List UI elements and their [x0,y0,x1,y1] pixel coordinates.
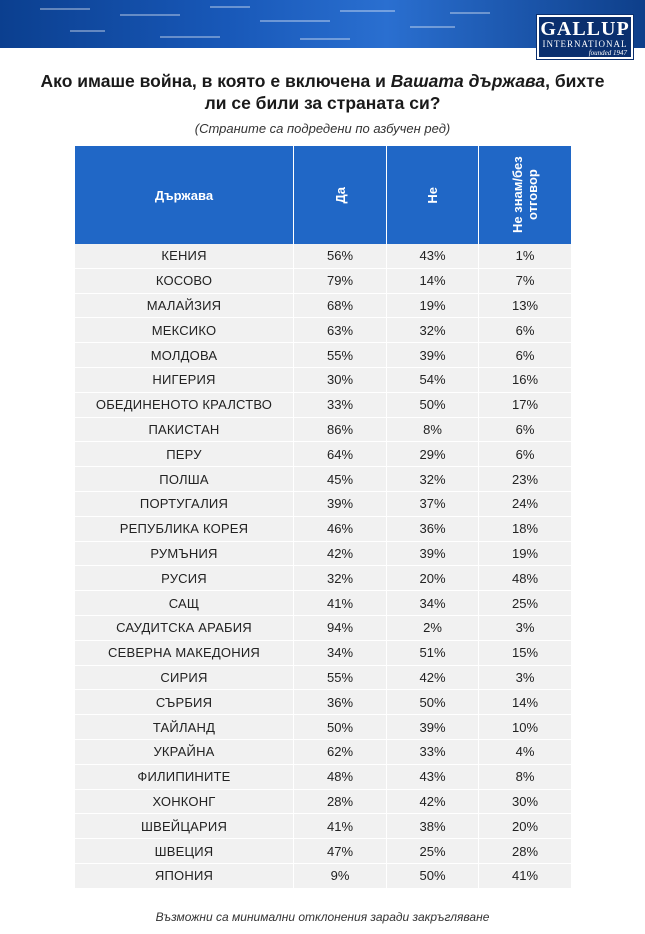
table-row [75,740,571,765]
cell-no: 25% [387,839,479,863]
table-row [75,442,571,467]
cell-dont-know: 14% [479,690,571,714]
table-row [75,591,571,616]
cell-country: ФИЛИПИНИТЕ [75,765,294,789]
cell-dont-know: 18% [479,517,571,541]
cell-dont-know: 16% [479,368,571,392]
cell-no: 33% [387,740,479,764]
cell-no: 34% [387,591,479,615]
cell-dont-know: 17% [479,393,571,417]
cell-dont-know: 8% [479,765,571,789]
cell-no: 50% [387,393,479,417]
table-row [75,616,571,641]
cell-yes: 33% [294,393,387,417]
cell-no: 20% [387,566,479,590]
cell-yes: 50% [294,715,387,739]
cell-dont-know: 20% [479,814,571,838]
cell-country: МАЛАЙЗИЯ [75,294,294,318]
table-row [75,368,571,393]
cell-no: 39% [387,343,479,367]
cell-dont-know: 13% [479,294,571,318]
header-country-label: Държава [154,187,214,203]
table-row [75,467,571,492]
cell-country: КЕНИЯ [75,244,294,268]
table-body [75,244,571,889]
cell-country: МОЛДОВА [75,343,294,367]
cell-yes: 55% [294,343,387,367]
cell-no: 37% [387,492,479,516]
cell-country: САУДИТСКА АРАБИЯ [75,616,294,640]
table-row [75,814,571,839]
cell-country: ХОНКОНГ [75,790,294,814]
table-row [75,318,571,343]
cell-no: 38% [387,814,479,838]
cell-no: 29% [387,442,479,466]
cell-no: 8% [387,418,479,442]
table-row [75,864,571,889]
cell-country: СЕВЕРНА МАКЕДОНИЯ [75,641,294,665]
table-row [75,641,571,666]
cell-no: 2% [387,616,479,640]
cell-country: ПЕРУ [75,442,294,466]
cell-country: РУМЪНИЯ [75,542,294,566]
cell-yes: 86% [294,418,387,442]
gallup-logo [537,15,633,59]
cell-yes: 64% [294,442,387,466]
logo-name: GALLUP [540,18,630,40]
cell-no: 50% [387,864,479,888]
table-row [75,715,571,740]
cell-country: НИГЕРИЯ [75,368,294,392]
cell-no: 54% [387,368,479,392]
cell-yes: 45% [294,467,387,491]
cell-yes: 56% [294,244,387,268]
cell-yes: 55% [294,666,387,690]
cell-no: 43% [387,765,479,789]
cell-no: 14% [387,269,479,293]
footnote: Възможни са минимални отклонения заради закръгляване [155,910,490,924]
cell-country: ШВЕЦИЯ [75,839,294,863]
table-row [75,566,571,591]
table-row [75,343,571,368]
table-row [75,418,571,443]
table-row [75,839,571,864]
table-row [75,517,571,542]
table-row [75,790,571,815]
cell-country: РЕПУБЛИКА КОРЕЯ [75,517,294,541]
cell-country: СИРИЯ [75,666,294,690]
cell-country: ПАКИСТАН [75,418,294,442]
cell-no: 50% [387,690,479,714]
cell-no: 19% [387,294,479,318]
table-row [75,269,571,294]
cell-country: РУСИЯ [75,566,294,590]
header-dont-know [479,146,571,244]
table-row [75,294,571,319]
cell-no: 39% [387,715,479,739]
table-row [75,542,571,567]
page-title [40,70,605,114]
cell-yes: 46% [294,517,387,541]
cell-yes: 47% [294,839,387,863]
cell-dont-know: 6% [479,318,571,342]
cell-dont-know: 41% [479,864,571,888]
cell-dont-know: 1% [479,244,571,268]
title-emphasis: Вашата държава [390,71,546,91]
logo-tagline: founded 1947 [588,49,627,57]
cell-dont-know: 15% [479,641,571,665]
cell-country: ТАЙЛАНД [75,715,294,739]
cell-yes: 94% [294,616,387,640]
cell-country: СЪРБИЯ [75,690,294,714]
cell-yes: 48% [294,765,387,789]
cell-dont-know: 28% [479,839,571,863]
cell-yes: 42% [294,542,387,566]
cell-dont-know: 48% [479,566,571,590]
cell-country: ПОЛША [75,467,294,491]
cell-yes: 41% [294,814,387,838]
cell-yes: 28% [294,790,387,814]
header-no [387,146,479,244]
cell-yes: 39% [294,492,387,516]
cell-yes: 41% [294,591,387,615]
cell-yes: 68% [294,294,387,318]
cell-no: 42% [387,790,479,814]
cell-dont-know: 6% [479,442,571,466]
cell-dont-know: 3% [479,666,571,690]
cell-no: 43% [387,244,479,268]
cell-no: 39% [387,542,479,566]
cell-dont-know: 30% [479,790,571,814]
cell-no: 42% [387,666,479,690]
cell-no: 51% [387,641,479,665]
table-row [75,492,571,517]
cell-country: ШВЕЙЦАРИЯ [75,814,294,838]
header-no-label: Не [425,186,440,204]
table-header [75,146,571,244]
title-part-before: Ако имаше война, в която е включена и [40,71,391,91]
cell-dont-know: 19% [479,542,571,566]
cell-country: УКРАЙНА [75,740,294,764]
cell-yes: 79% [294,269,387,293]
cell-yes: 63% [294,318,387,342]
cell-dont-know: 25% [479,591,571,615]
cell-dont-know: 4% [479,740,571,764]
cell-no: 32% [387,318,479,342]
cell-yes: 62% [294,740,387,764]
header-yes-label: Да [332,186,348,204]
cell-dont-know: 6% [479,418,571,442]
header-dont-know-label: Не знам/без отговор [510,156,540,234]
cell-country: ОБЕДИНЕНОТО КРАЛСТВО [75,393,294,417]
cell-country: МЕКСИКО [75,318,294,342]
cell-yes: 36% [294,690,387,714]
cell-no: 36% [387,517,479,541]
table-row [75,666,571,691]
cell-country: САЩ [75,591,294,615]
header-country [75,146,294,244]
cell-dont-know: 6% [479,343,571,367]
cell-yes: 30% [294,368,387,392]
logo-sub: INTERNATIONAL [542,39,628,49]
table-row [75,765,571,790]
results-table [75,146,571,889]
table-row [75,393,571,418]
cell-no: 32% [387,467,479,491]
table-row [75,690,571,715]
cell-dont-know: 23% [479,467,571,491]
cell-country: ПОРТУГАЛИЯ [75,492,294,516]
cell-dont-know: 24% [479,492,571,516]
cell-yes: 32% [294,566,387,590]
cell-dont-know: 10% [479,715,571,739]
cell-country: КОСОВО [75,269,294,293]
table-row [75,244,571,269]
cell-dont-know: 7% [479,269,571,293]
title-part-after: , бихте ли се били за страната си? [204,71,605,113]
page-subtitle: (Страните са подредени по азбучен ред) [194,121,451,136]
header-yes [294,146,387,244]
cell-yes: 34% [294,641,387,665]
cell-dont-know: 3% [479,616,571,640]
cell-country: ЯПОНИЯ [75,864,294,888]
cell-yes: 9% [294,864,387,888]
